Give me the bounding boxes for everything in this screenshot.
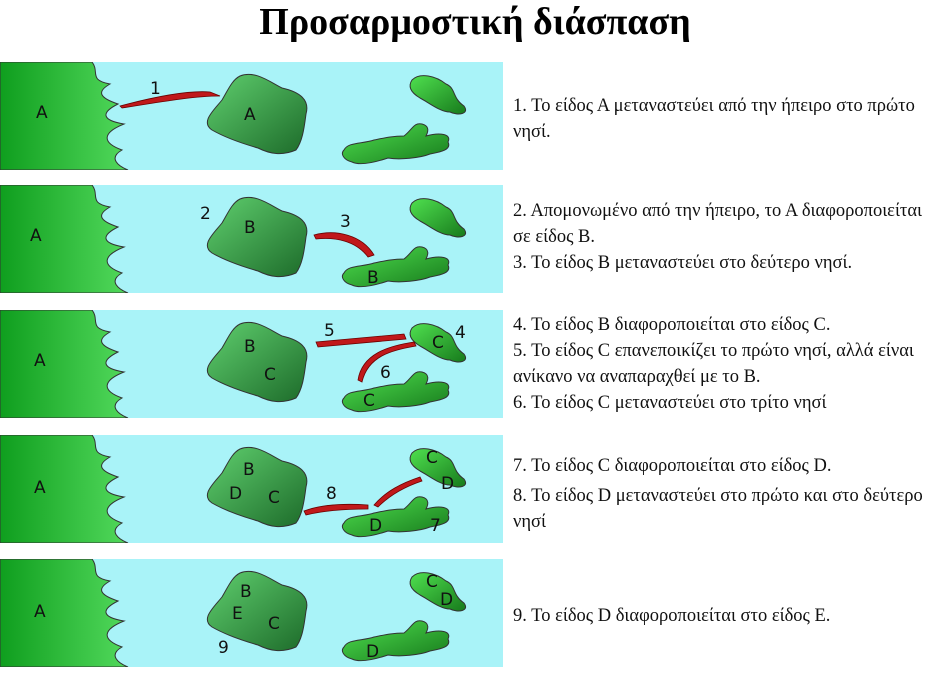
step-text: 5. Το είδος C επανεποικίζει το πρώτο νησί, αλλά είναι ανίκανο να αναπαραχθεί με το Β. [513,341,914,387]
island-2-label: D [441,474,455,494]
island-2-label: C [432,333,444,353]
step-6-label: 6 [380,363,391,383]
island-1-label: B [243,460,255,480]
island-1-label: B [240,582,252,602]
mainland-label: A [36,103,48,123]
panel-5-description [513,603,943,629]
mainland-label: A [34,351,46,371]
panel-4-diagram [0,435,503,543]
step-3-label: 3 [340,212,351,232]
mainland-label: A [34,602,46,622]
panel-1-description [513,93,943,145]
step-5-label: 5 [324,321,335,341]
panel-3 [0,310,503,418]
panel-4-description [513,453,943,535]
step-text: 8. Το είδος D μεταναστεύει στο πρώτο και στο δεύτερο νησί [513,486,923,532]
island-1-label: C [268,614,280,634]
island-1-label: A [244,105,256,125]
island-2-label: C [426,448,438,468]
island-2-label: C [426,572,438,592]
step-text: 3. Το είδος Β μεταναστεύει στο δεύτερο νησί. [513,253,853,273]
mainland-label: A [30,226,42,246]
island-3-label: D [366,642,380,662]
step-7-label: 7 [430,516,441,536]
island-1-label: B [244,218,256,238]
panel-5 [0,559,503,667]
island-1-label: C [268,488,280,508]
panel-4 [0,435,503,543]
step-1-label: 1 [150,79,161,99]
step-8-label: 8 [326,484,337,504]
island-1-label: E [232,604,243,624]
step-4-label: 4 [455,323,466,343]
island-1-label: D [229,484,243,504]
step-text: 9. Το είδος D διαφοροποιείται στο είδος Ε. [513,606,831,626]
page-title: Προσαρμοστική διάσπαση [259,1,691,43]
mainland-label: A [34,478,46,498]
step-text: 4. Το είδος Β διαφοροποιείται στο είδος C. [513,315,831,335]
island-3-label: C [363,391,375,411]
step-text: 2. Απομονωμένο από την ήπειρο, το Α διαφοροποιείται σε είδος Β. [513,201,923,247]
step-text: 1. Το είδος Α μεταναστεύει από την ήπειρο στο πρώτο νησί. [513,96,915,142]
step-text: 7. Το είδος C διαφοροποιείται στο είδος D. [513,456,832,476]
panel-2-diagram [0,185,503,293]
panel-1-diagram [0,62,503,170]
island-1-label: B [244,337,256,357]
panel-3-description [513,312,943,416]
panel-2 [0,185,503,293]
panel-2-description [513,198,943,276]
island-1-label: C [264,365,276,385]
island-3-label: D [369,516,383,536]
island-3-label: B [367,268,379,288]
step-2-label: 2 [200,204,211,224]
step-text: 6. Το είδος C μεταναστεύει στο τρίτο νησί [513,393,827,413]
panel-1 [0,62,503,170]
island-2-label: D [440,590,454,610]
step-9-label: 9 [218,638,229,658]
panel-5-diagram [0,559,503,667]
panel-3-diagram [0,310,503,418]
